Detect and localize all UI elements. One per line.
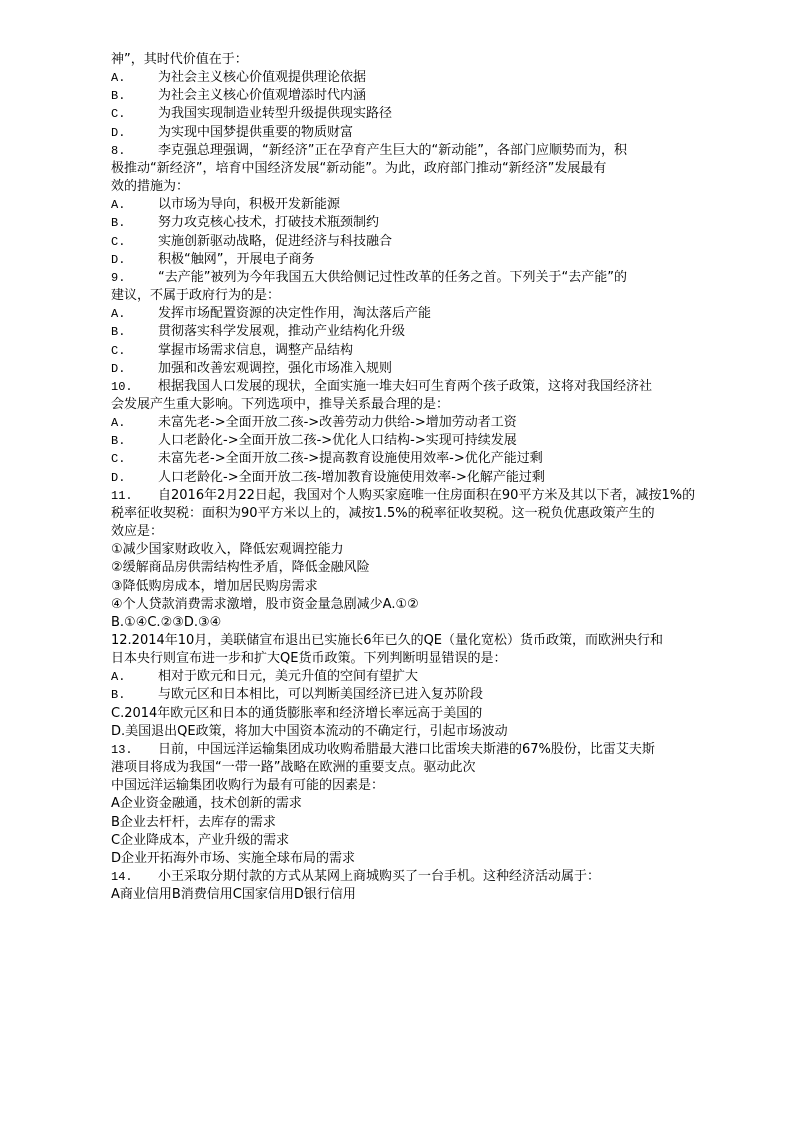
item-text: 12.2014年10月，美联储宣布退出已实施长6年已久的QE（量化宽松）货币政策，而欧洲央行和 <box>111 633 664 648</box>
item-text: 效的措施为： <box>111 179 190 195</box>
text-line <box>111 233 711 251</box>
text-line <box>111 360 711 378</box>
text-line <box>111 342 711 360</box>
item-label: 8. <box>111 143 126 158</box>
text-line <box>111 705 711 723</box>
item-label: B. <box>111 434 126 449</box>
item-text: 与欧元区和日本相比，可以判断美国经济已进入复苏阶段 <box>158 687 484 703</box>
item-label: A. <box>111 71 126 86</box>
text-line <box>111 850 711 868</box>
text-line <box>111 469 711 487</box>
item-text: B企业去杆杆，去库存的需求 <box>111 814 276 830</box>
text-line <box>111 251 711 269</box>
text-line <box>111 178 711 196</box>
item-label: D. <box>111 470 126 485</box>
item-text: 以市场为导向，积极开发新能源 <box>158 197 341 213</box>
text-line <box>111 632 711 650</box>
text-line <box>111 450 711 468</box>
text-line <box>111 124 711 142</box>
item-text: ②缓解商品房供需结构性矛盾，降低金融风险 <box>111 560 370 576</box>
item-text: 积极“触网”，开展电子商务 <box>158 251 315 267</box>
item-label: A. <box>111 670 126 685</box>
text-line <box>111 269 711 287</box>
text-line <box>111 214 711 232</box>
item-label: A. <box>111 416 126 431</box>
text-line <box>111 160 711 178</box>
text-line <box>111 432 711 450</box>
item-label: D. <box>111 361 126 376</box>
text-line <box>111 287 711 305</box>
item-text: 会发展产生重大影响。下列选项中，推导关系最合理的是： <box>111 396 450 412</box>
text-line <box>111 487 711 505</box>
item-label: 11. <box>111 488 133 503</box>
item-text: 掌握市场需求信息，调整产品结构 <box>158 342 354 358</box>
item-text: 港项目将成为我国“一带一路”战略在欧洲的重要支点。驱动此次 <box>111 760 476 776</box>
item-text: “去产能”被列为今年我国五大供给侧记过性改革的任务之首。下列关于“去产能”的 <box>158 269 627 285</box>
text-line <box>111 323 711 341</box>
item-text: 实施创新驱动战略，促进经济与科技融合 <box>158 233 393 249</box>
item-text: 为社会主义核心价值观提供理论依据 <box>158 70 367 86</box>
item-label: A. <box>111 198 126 213</box>
item-text: A企业资金融通，技术创新的需求 <box>111 796 302 812</box>
item-text: 自2016年2月22日起，我国对个人购买家庭唯一住房面积在90平方米及其以下者，减按1%的 <box>158 487 696 503</box>
item-text: 日前，中国远洋运输集团成功收购希腊最大港口比雷埃夫斯港的67%股份，比雷艾夫斯 <box>158 741 655 757</box>
text-line <box>111 886 711 904</box>
item-text: D.美国退出QE政策，将加大中国资本流动的不确定行，引起市场波动 <box>111 723 508 739</box>
item-text: C.2014年欧元区和日本的通货膨胀率和经济增长率远高于美国的 <box>111 705 483 721</box>
item-text: 效应是： <box>111 524 164 540</box>
text-line <box>111 69 711 87</box>
text-line <box>111 777 711 795</box>
text-line <box>111 541 711 559</box>
item-text: 极推动“新经济”，培育中国经济发展“新动能”。为此，政府部门推动“新经济”发展最有 <box>111 160 607 176</box>
text-line <box>111 614 711 632</box>
text-line <box>111 868 711 886</box>
item-label: C. <box>111 343 126 358</box>
item-text: 相对于欧元和日元，美元升值的空间有望扩大 <box>158 669 419 685</box>
text-line <box>111 414 711 432</box>
text-line <box>111 686 711 704</box>
text-line <box>111 723 711 741</box>
text-line <box>111 832 711 850</box>
item-text: 李克强总理强调，“新经济”正在孕育产生巨大的“新动能”，各部门应顺势而为，积 <box>158 142 627 158</box>
item-text: 发挥市场配置资源的决定性作用，淘汰落后产能 <box>158 306 432 322</box>
item-label: D. <box>111 125 126 140</box>
item-label: C. <box>111 107 126 122</box>
item-text: 中国远洋运输集团收购行为最有可能的因素是： <box>111 778 385 794</box>
text-line <box>111 142 711 160</box>
item-text: 为实现中国梦提供重要的物质财富 <box>158 124 354 140</box>
item-text: 建议，不属于政府行为的是： <box>111 288 281 304</box>
item-label: 13. <box>111 742 133 757</box>
item-label: B. <box>111 216 126 231</box>
item-label: B. <box>111 688 126 703</box>
text-line <box>111 741 711 759</box>
text-line <box>111 378 711 396</box>
item-text: 小王采取分期付款的方式从某网上商城购买了一台手机。这种经济活动属于： <box>158 869 601 885</box>
text-line <box>111 650 711 668</box>
item-text: 为我国实现制造业转型升级提供现实路径 <box>158 106 393 122</box>
item-text: 税率征收契税：面积为90平方米以上的，减按1.5%的税率征收契税。这一税负优惠政策产生的 <box>111 505 655 521</box>
item-text: 人口老龄化->全面开放二孩-增加教育设施使用效率->化解产能过剩 <box>158 469 545 485</box>
item-text: 未富先老->全面开放二孩->改善劳动力供给->增加劳动者工资 <box>158 415 517 431</box>
item-text: ①减少国家财政收入，降低宏观调控能力 <box>111 542 344 558</box>
item-label: D. <box>111 252 126 267</box>
text-line <box>111 505 711 523</box>
item-text: D企业开拓海外市场、实施全球布局的需求 <box>111 850 356 866</box>
item-label: B. <box>111 325 126 340</box>
text-line <box>111 51 711 69</box>
item-label: 9. <box>111 270 126 285</box>
item-text: 未富先老->全面开放二孩->提高教育设施使用效率->优化产能过剩 <box>158 451 543 467</box>
item-text: 为社会主义核心价值观增添时代内涵 <box>158 88 367 104</box>
document-body <box>111 51 711 904</box>
text-line <box>111 578 711 596</box>
item-text: 根据我国人口发展的现状，全面实施一堆夫妇可生育两个孩子政策，这将对我国经济社 <box>158 378 653 394</box>
text-line <box>111 87 711 105</box>
item-label: B. <box>111 89 126 104</box>
item-text: B.①④C.②③D.③④ <box>111 614 222 630</box>
text-line <box>111 795 711 813</box>
text-line <box>111 759 711 777</box>
item-text: C企业降成本，产业升级的需求 <box>111 832 290 848</box>
item-label: 14. <box>111 870 133 885</box>
item-text: 贯彻落实科学发展观，推动产业结构化升级 <box>158 324 406 340</box>
text-line <box>111 814 711 832</box>
text-line <box>111 668 711 686</box>
text-line <box>111 596 711 614</box>
text-line <box>111 305 711 323</box>
item-label: C. <box>111 234 126 249</box>
text-line <box>111 396 711 414</box>
text-line <box>111 105 711 123</box>
item-text: A商业信用B消费信用C国家信用D银行信用 <box>111 887 356 903</box>
item-text: ③降低购房成本，增加居民购房需求 <box>111 578 318 594</box>
item-text: 神”，其时代价值在于： <box>111 52 248 67</box>
item-text: ④个人贷款消费需求激增，股市资金量急剧减少A.①② <box>111 596 419 612</box>
text-line <box>111 523 711 541</box>
item-label: C. <box>111 452 126 467</box>
item-text: 人口老龄化->全面开放二孩->优化人口结构->实现可持续发展 <box>158 433 517 449</box>
text-line <box>111 559 711 577</box>
item-label: A. <box>111 307 126 322</box>
item-text: 加强和改善宏观调控，强化市场准入规则 <box>158 360 393 376</box>
item-label: 10. <box>111 379 133 394</box>
text-line <box>111 196 711 214</box>
item-text: 日本央行则宣布进一步和扩大QE货币政策。下列判断明显错误的是： <box>111 651 507 667</box>
item-text: 努力攻克核心技术，打破技术瓶颈制约 <box>158 215 380 231</box>
